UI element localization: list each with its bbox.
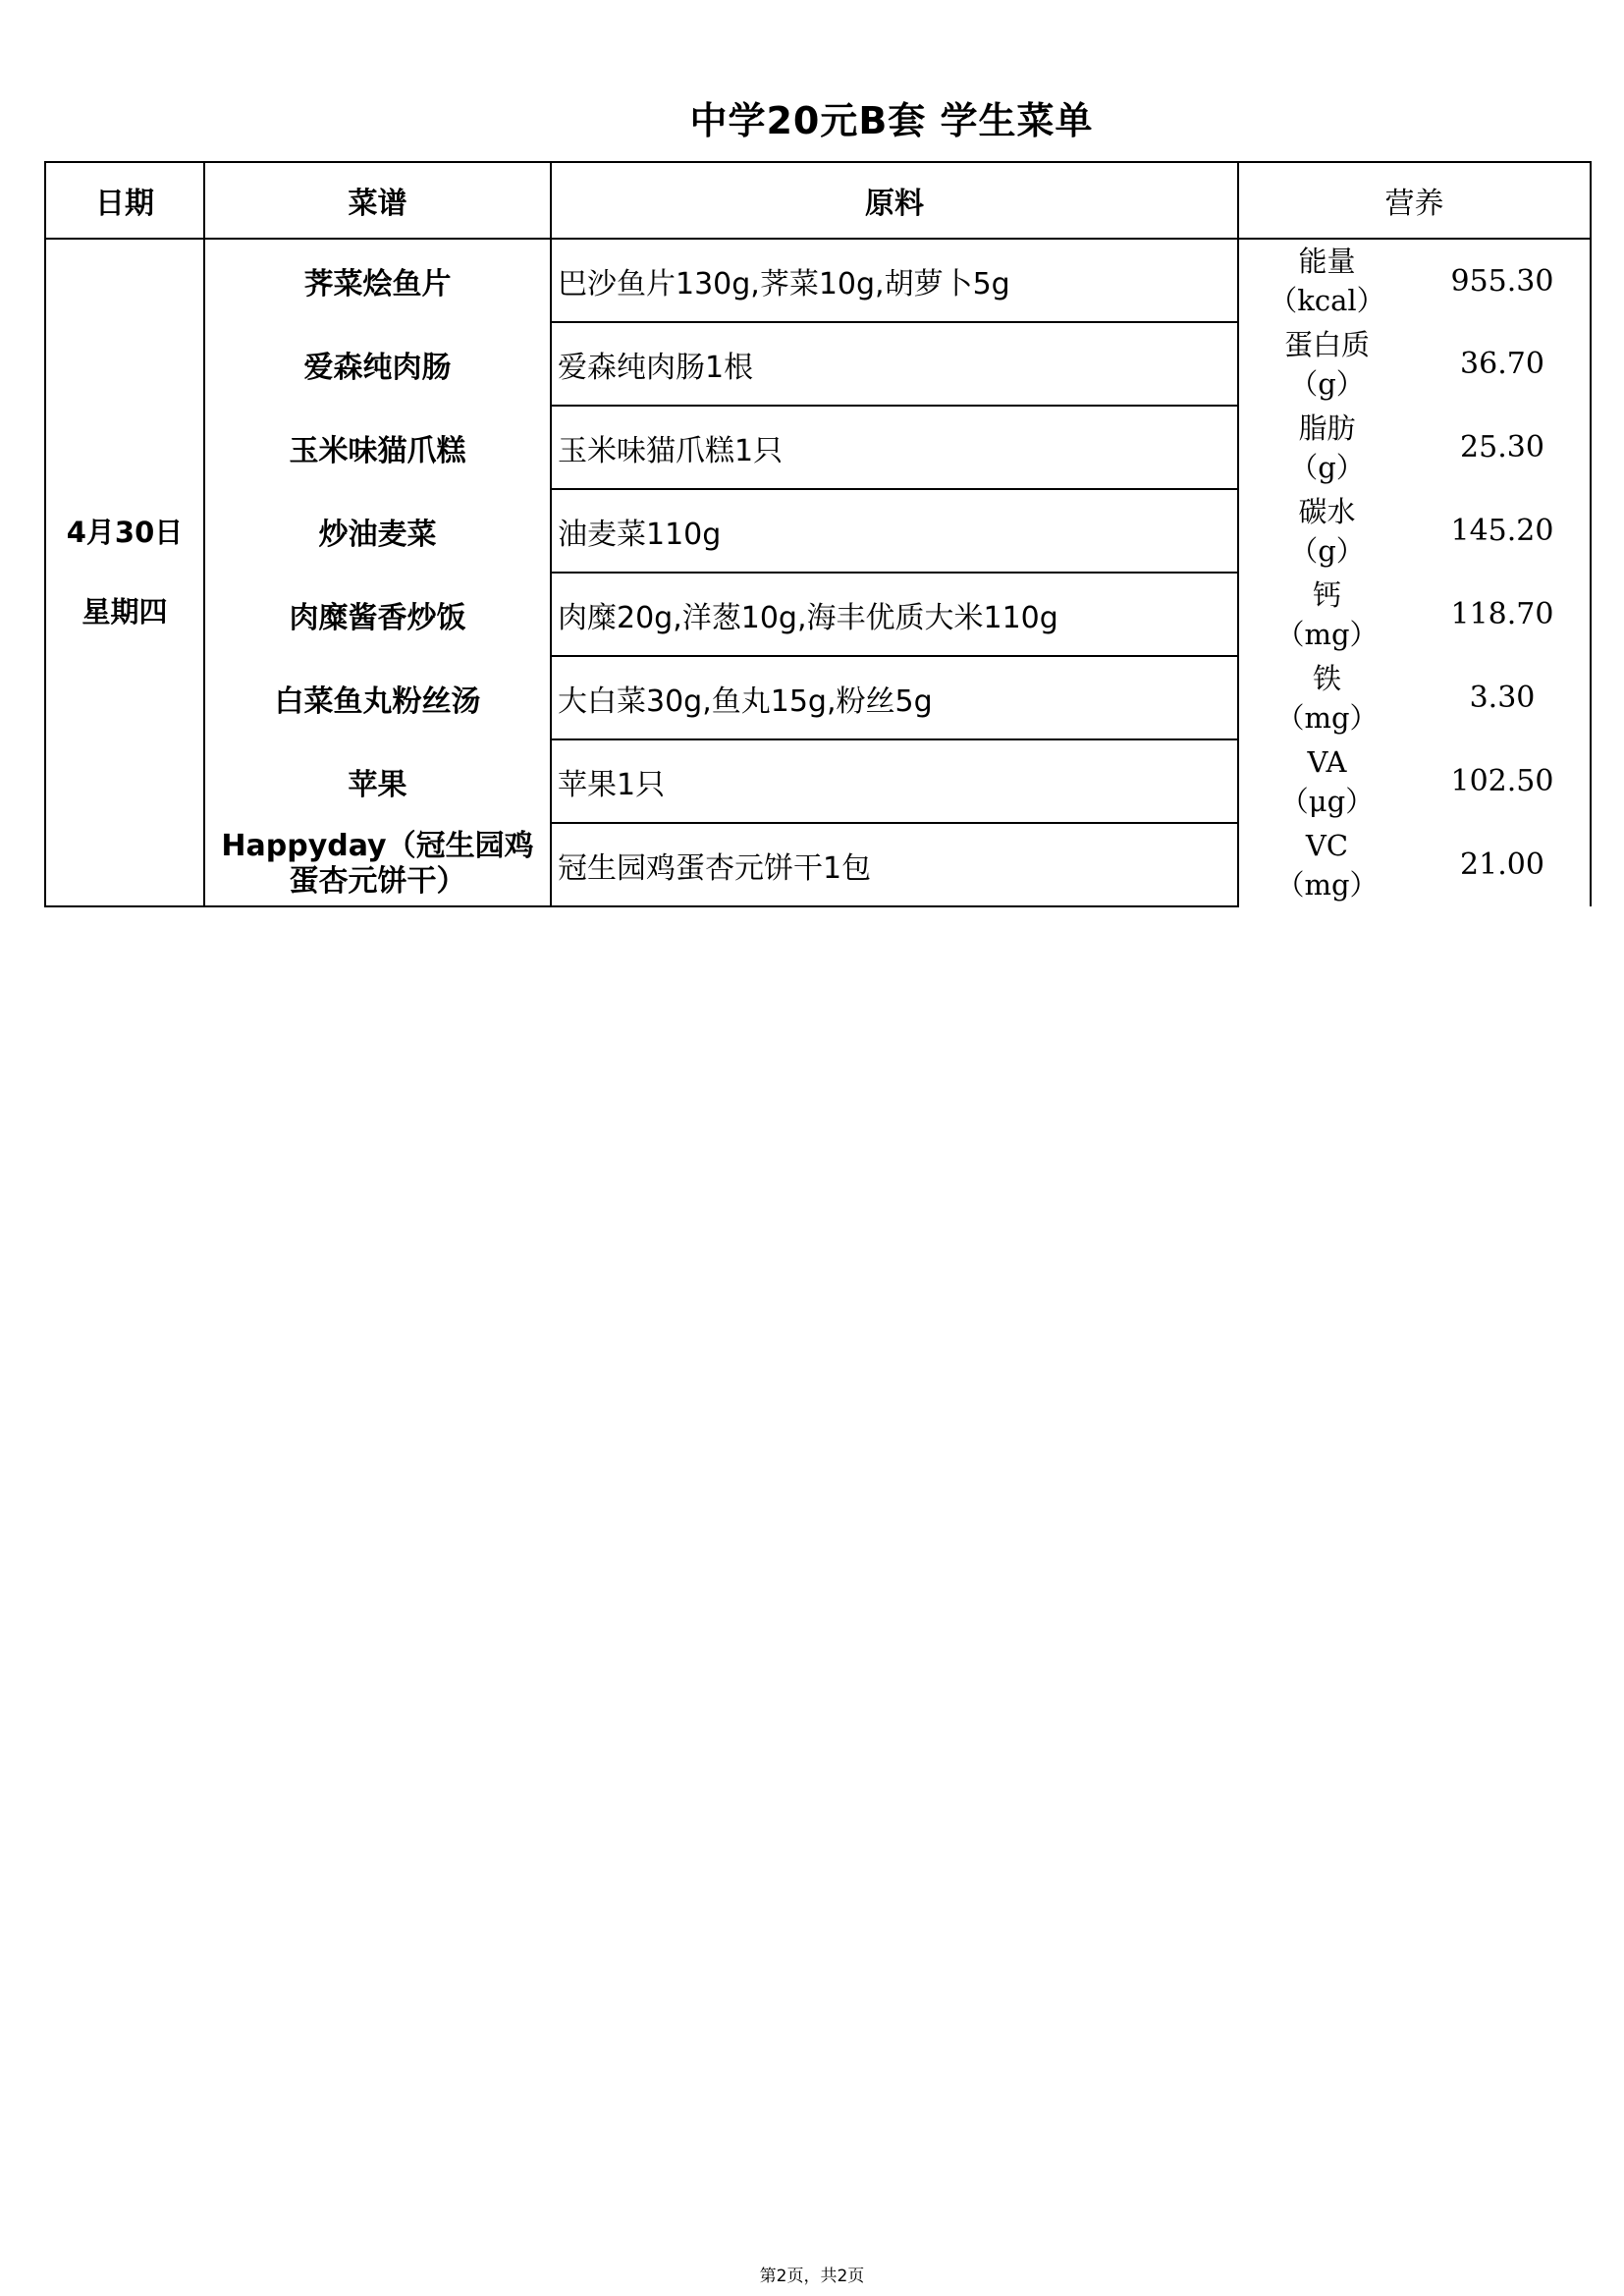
nutrient-value: 102.50: [1415, 739, 1591, 823]
table-row: [45, 823, 1591, 906]
table-row: [45, 322, 1591, 406]
page-title: 中学20元B套 学生菜单: [689, 99, 1094, 142]
nutrient-label: 脂肪 （g）: [1289, 410, 1365, 484]
ingredients-cell: 油麦菜110g: [551, 489, 1238, 573]
ingredients-cell: 大白菜30g,鱼丸15g,粉丝5g: [551, 656, 1238, 739]
dish-name: 荠菜烩鱼片: [204, 239, 551, 322]
dish-name: 炒油麦菜: [204, 489, 551, 573]
nutrient-value: 145.20: [1415, 489, 1591, 573]
nutrient-label: 钙 （mg）: [1275, 577, 1379, 651]
nutrient-label: 碳水 （g）: [1289, 494, 1365, 568]
dish-name-line2: 蛋杏元饼干）: [289, 864, 466, 899]
page-footer: 第2页，共2页: [759, 2267, 865, 2286]
menu-table: [44, 161, 1592, 907]
nutrient-value: 3.30: [1415, 656, 1591, 739]
ingredients-cell: 爱森纯肉肠1根: [551, 322, 1238, 406]
dish-name: 玉米味猫爪糕: [204, 406, 551, 489]
date-cell: [45, 239, 204, 906]
nutrient-label: 能量 （kcal）: [1269, 245, 1385, 317]
nutrient-label: VC （mg）: [1275, 828, 1379, 902]
nutrient-value: 25.30: [1415, 406, 1591, 489]
ingredients-cell: 冠生园鸡蛋杏元饼干1包: [551, 823, 1238, 906]
table-header-row: [45, 162, 1591, 239]
table-row: [45, 739, 1591, 823]
header-dish: 菜谱: [204, 162, 551, 239]
dish-name-line1: Happyday（冠生园鸡: [221, 829, 534, 863]
ingredients-cell: 肉糜20g,洋葱10g,海丰优质大米110g: [551, 573, 1238, 656]
dish-name: 白菜鱼丸粉丝汤: [204, 656, 551, 739]
nutrient-label: 蛋白质 （g）: [1283, 327, 1370, 401]
table-row: [45, 239, 1591, 322]
table-row: [45, 573, 1591, 656]
ingredients-cell: 玉米味猫爪糕1只: [551, 406, 1238, 489]
ingredients-cell: 苹果1只: [551, 739, 1238, 823]
date-day: 4月30日: [66, 516, 184, 549]
nutrient-label: VA （μg）: [1279, 744, 1375, 818]
header-nutrition: 营养: [1238, 162, 1591, 239]
table-row: [45, 406, 1591, 489]
table-row: [45, 489, 1591, 573]
dish-name: 肉糜酱香炒饭: [204, 573, 551, 656]
header-ingredients: 原料: [551, 162, 1238, 239]
nutrient-value: 955.30: [1415, 239, 1591, 322]
date-weekday: 星期四: [81, 595, 168, 629]
ingredients-cell: 巴沙鱼片130g,荠菜10g,胡萝卜5g: [551, 239, 1238, 322]
dish-name: 苹果: [204, 739, 551, 823]
nutrient-label: 铁 （mg）: [1275, 661, 1379, 735]
nutrient-value: 36.70: [1415, 322, 1591, 406]
dish-name: [204, 823, 551, 906]
header-date: 日期: [45, 162, 204, 239]
dish-name: 爱森纯肉肠: [204, 322, 551, 406]
nutrient-value: 118.70: [1415, 573, 1591, 656]
table-row: [45, 656, 1591, 739]
nutrient-value: 21.00: [1415, 823, 1591, 906]
